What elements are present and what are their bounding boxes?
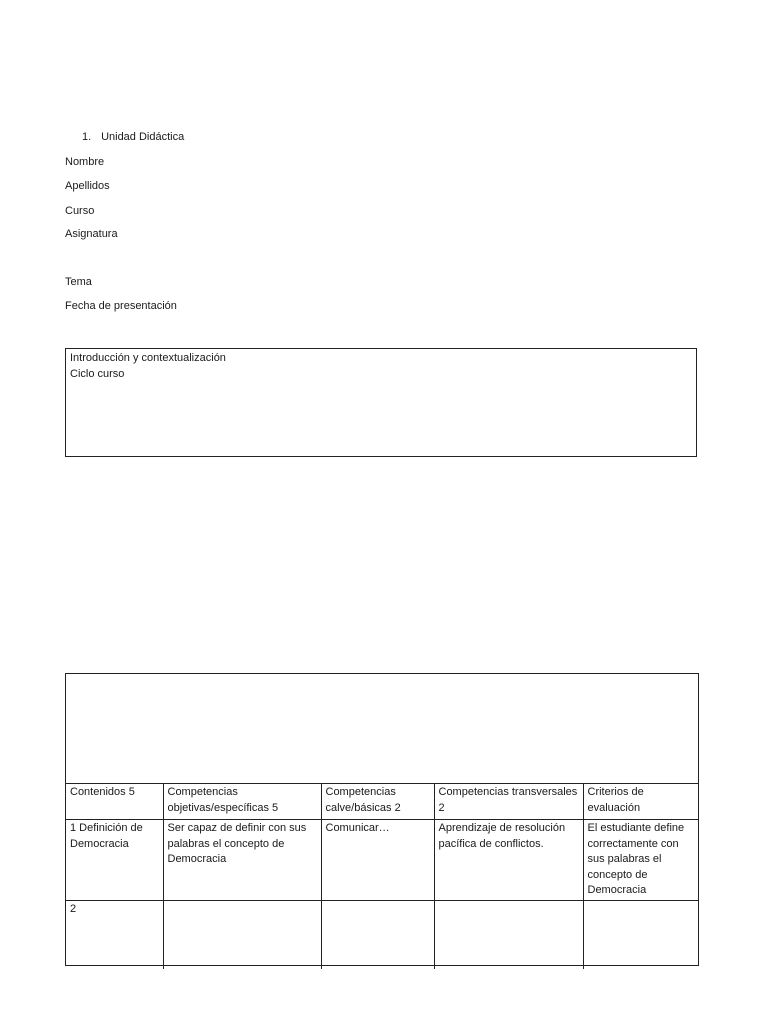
heading-number: 1. (82, 131, 92, 143)
cell-contenido: 1 Definición de Democracia (66, 820, 163, 901)
cell-transversal (434, 900, 583, 969)
cell-criterio: El estudiante define correctamente con sus palabras el concepto de Democracia (583, 820, 698, 901)
field-fecha: Fecha de presentación (65, 300, 177, 312)
cell-basica: Comunicar… (321, 820, 434, 901)
field-nombre: Nombre (65, 156, 105, 168)
header-contenidos: Contenidos 5 (66, 784, 163, 820)
field-curso: Curso (65, 205, 95, 217)
cell-transversal: Aprendizaje de resolución pacífica de conflictos. (434, 820, 583, 901)
field-tema: Tema (65, 276, 92, 288)
table-row (66, 820, 698, 901)
table-row (66, 900, 698, 969)
header-competencias-transversales: Competencias transversales 2 (434, 784, 583, 820)
field-apellidos: Apellidos (65, 180, 110, 192)
cell-basica (321, 900, 434, 969)
intro-subtitle: Ciclo curso (70, 368, 125, 380)
field-asignatura: Asignatura (65, 228, 118, 240)
table-header-row (66, 784, 698, 820)
competencies-table (65, 673, 699, 966)
cell-contenido: 2 (66, 900, 163, 969)
intro-title: Introducción y contextualización (70, 352, 226, 364)
table-grid (66, 784, 698, 969)
header-criterios: Criterios de evaluación (583, 784, 698, 820)
header-competencias-especificas: Competencias objetivas/específicas 5 (163, 784, 321, 820)
section-heading (82, 131, 184, 143)
cell-criterio (583, 900, 698, 969)
cell-especifica (163, 900, 321, 969)
header-competencias-basicas: Competencias calve/básicas 2 (321, 784, 434, 820)
table-top-empty-cell (66, 674, 698, 784)
cell-especifica: Ser capaz de definir con sus palabras el concepto de Democracia (163, 820, 321, 901)
heading-text: Unidad Didáctica (101, 131, 185, 143)
intro-box (65, 348, 697, 457)
